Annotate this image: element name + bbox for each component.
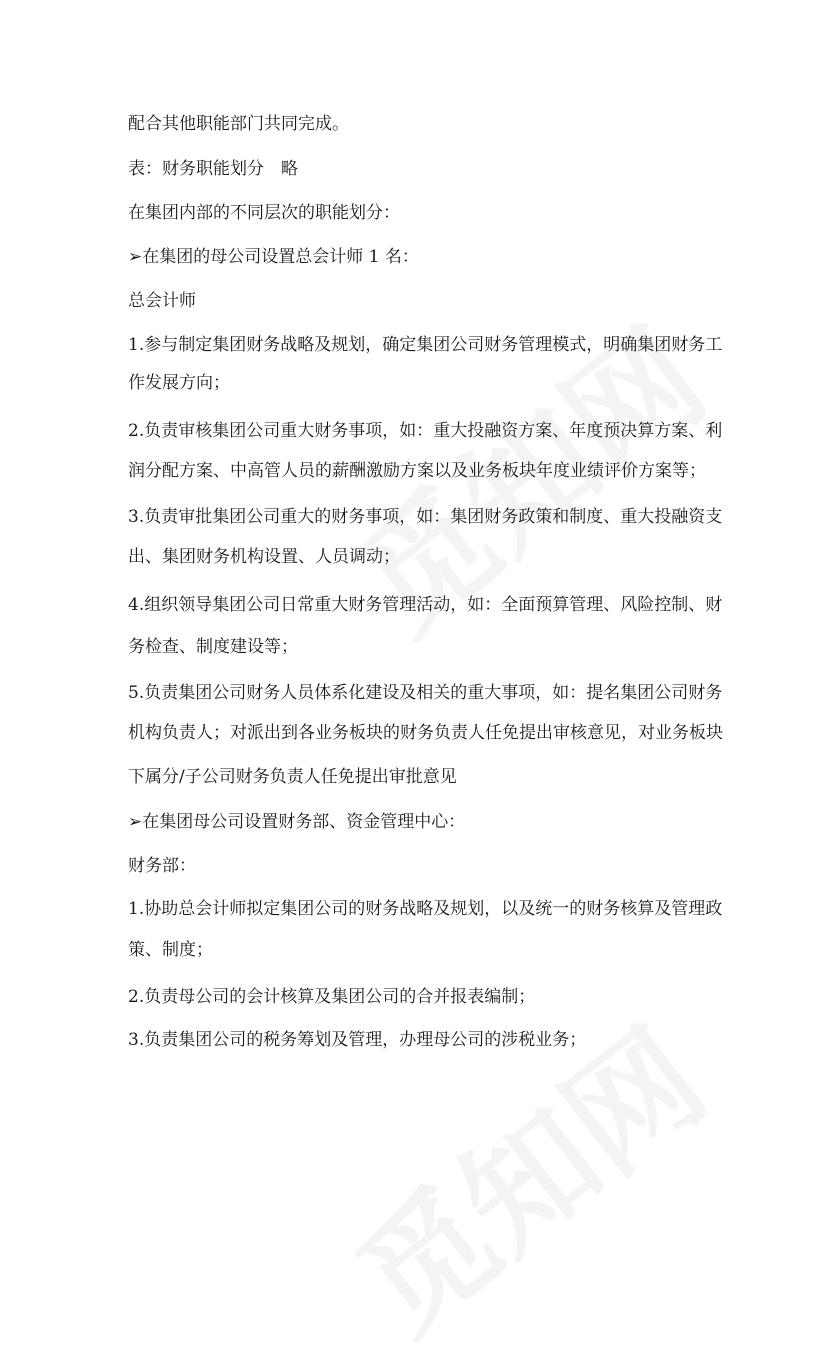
- text-line: 在集团内部的不同层次的职能划分：: [128, 203, 400, 223]
- text-line: 财务部：: [128, 856, 196, 876]
- text-line: 下属分/子公司财务负责人任免提出审批意见: [128, 767, 457, 787]
- text-line: 机构负责人；对派出到各业务板块的财务负责人任免提出审核意见，对业务板块: [128, 723, 723, 743]
- text-line: 5.负责集团公司财务人员体系化建设及相关的重大事项，如：提名集团公司财务: [128, 683, 723, 703]
- text-line: ➢在集团的母公司设置总会计师 1 名：: [128, 247, 419, 267]
- text-line: ➢在集团母公司设置财务部、资金管理中心：: [128, 812, 466, 832]
- text-line: 4.组织领导集团公司日常重大财务管理活动，如：全面预算管理、风险控制、财: [128, 595, 723, 615]
- text-line: 策、制度；: [128, 940, 213, 960]
- text-line: 配合其他职能部门共同完成。: [128, 114, 349, 134]
- text-line: 3.负责审批集团公司重大的财务事项，如：集团财务政策和制度、重大投融资支: [128, 507, 723, 527]
- text-line: 表：财务职能划分 略: [128, 159, 298, 179]
- text-line: 润分配方案、中高管人员的薪酬激励方案以及业务板块年度业绩评价方案等；: [128, 461, 706, 481]
- text-line: 1.参与制定集团财务战略及规划，确定集团公司财务管理模式，明确集团财务工: [128, 335, 723, 355]
- text-line: 3.负责集团公司的税务筹划及管理，办理母公司的涉税业务；: [128, 1030, 587, 1050]
- text-line: 总会计师: [128, 291, 196, 311]
- text-line: 务检查、制度建设等；: [128, 637, 298, 657]
- text-line: 作发展方向；: [128, 373, 230, 393]
- text-line: 1.协助总会计师拟定集团公司的财务战略及规划，以及统一的财务核算及管理政: [128, 899, 723, 919]
- text-line: 2.负责母公司的会计核算及集团公司的合并报表编制；: [128, 987, 536, 1007]
- text-line: 出、集团财务机构设置、人员调动；: [128, 547, 400, 567]
- text-line: 2.负责审核集团公司重大财务事项，如：重大投融资方案、年度预决算方案、利: [128, 421, 723, 441]
